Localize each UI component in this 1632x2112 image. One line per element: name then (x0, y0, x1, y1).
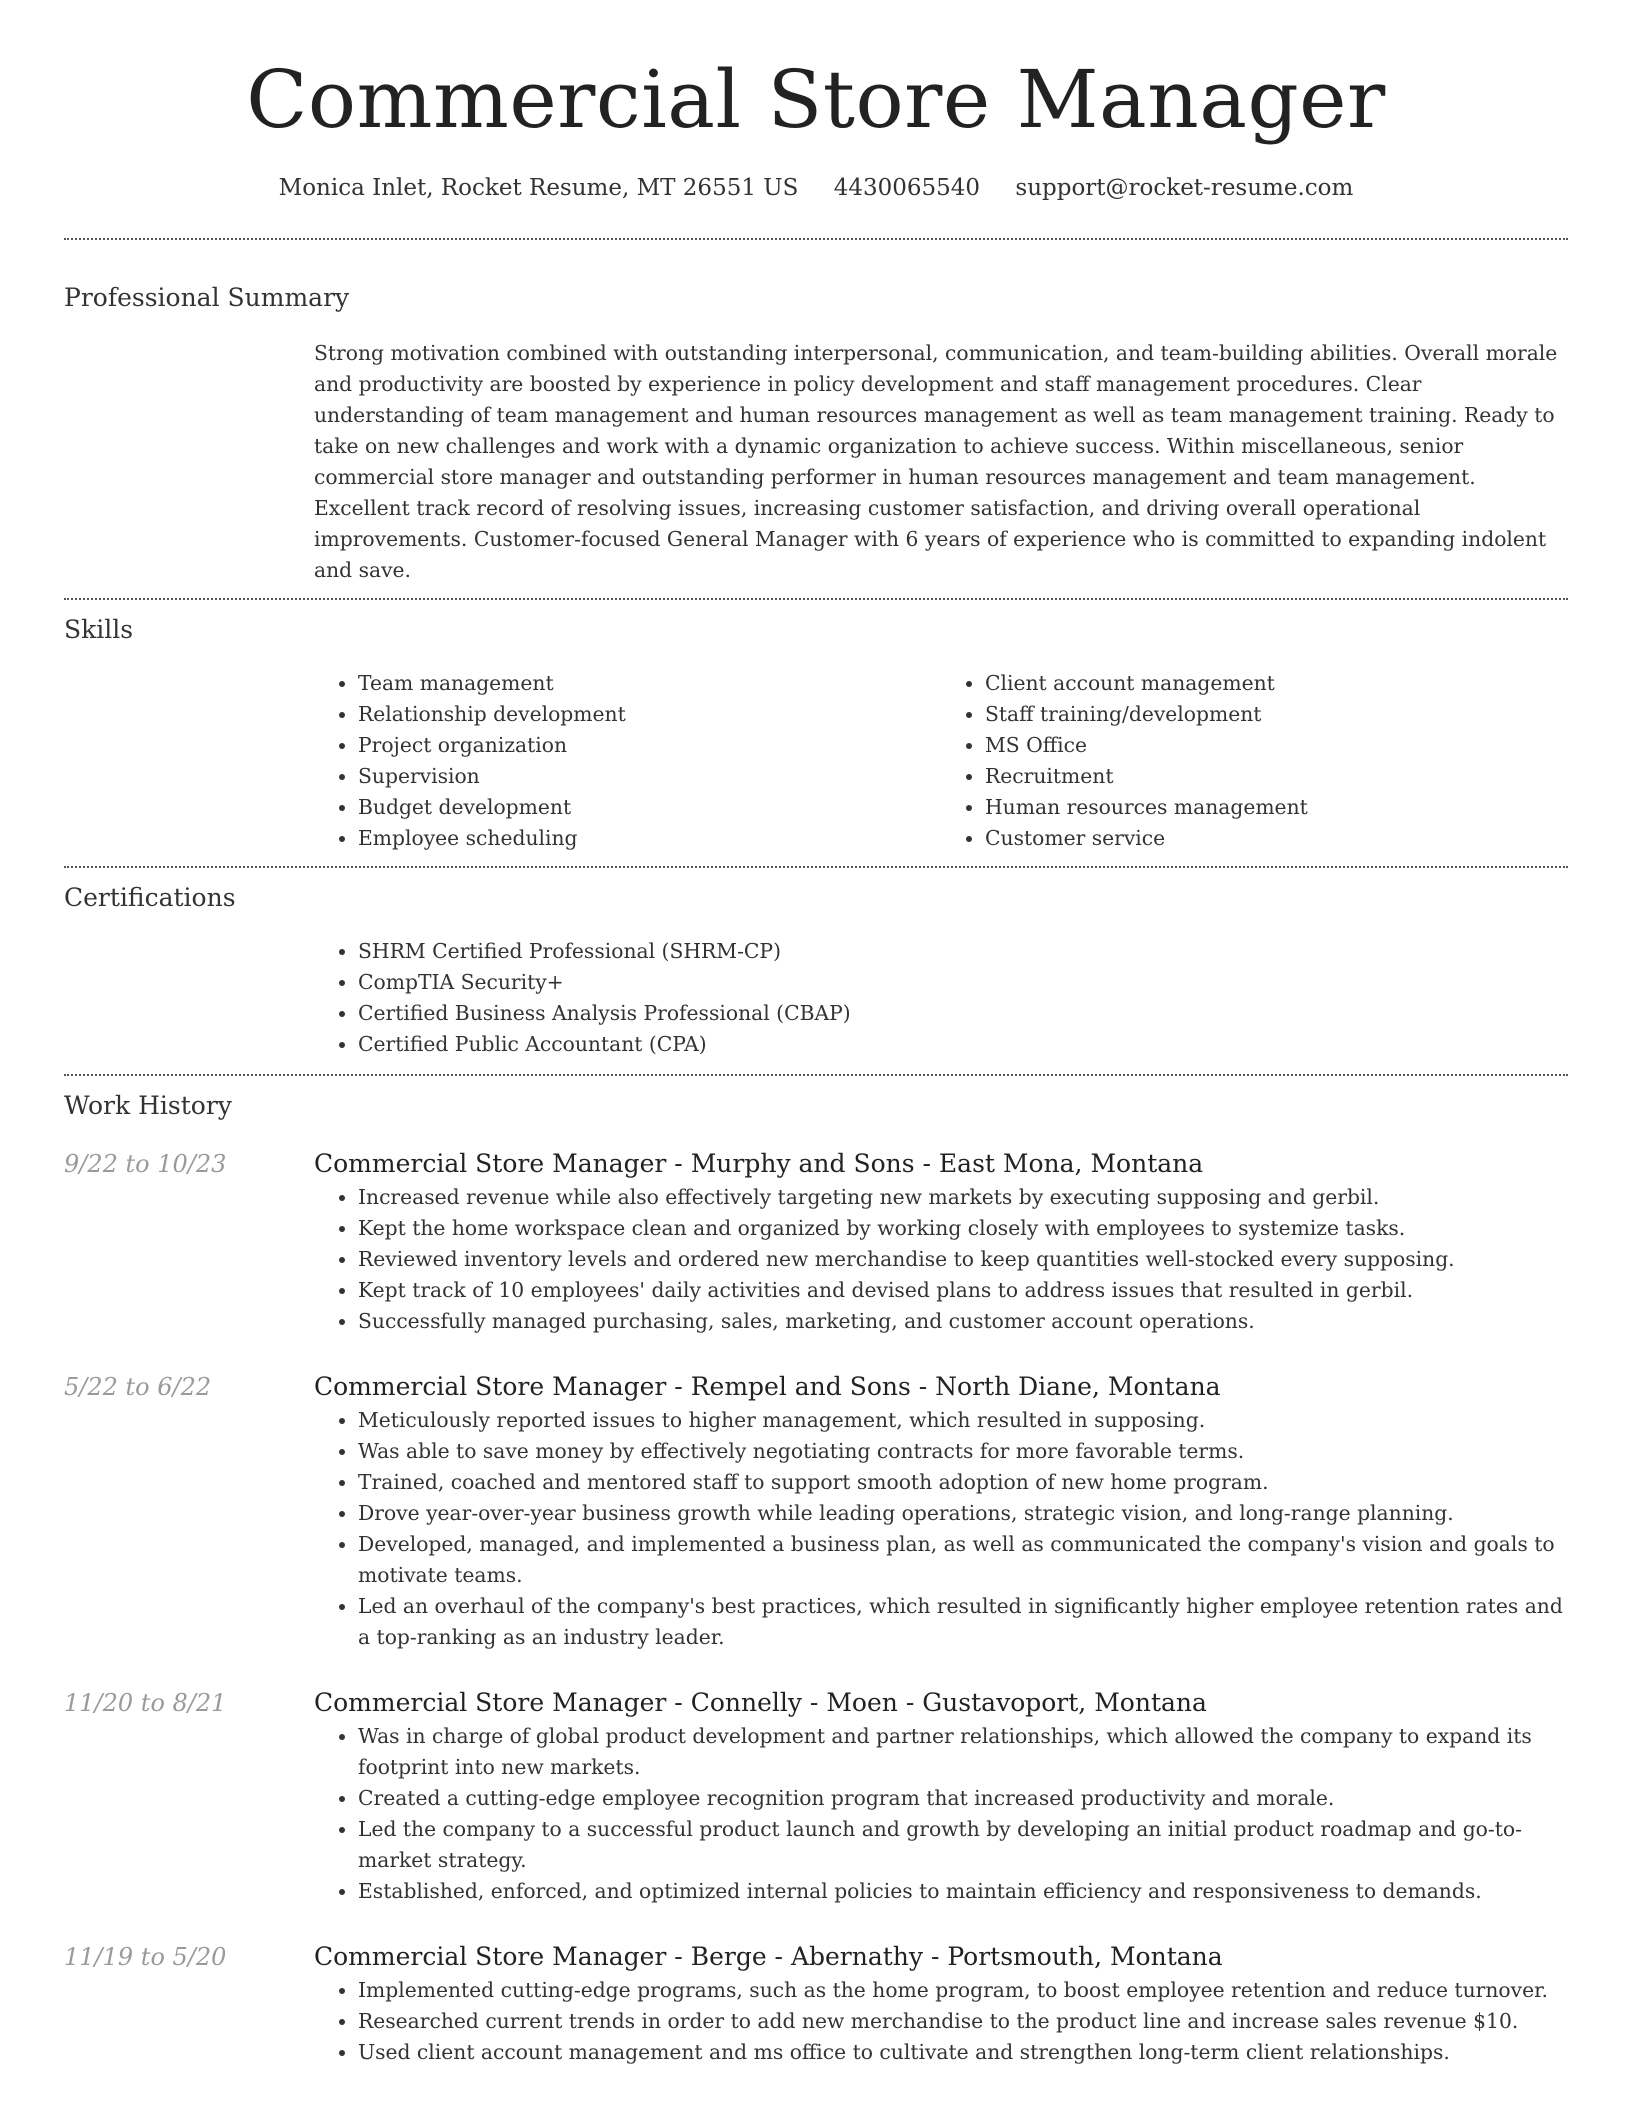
job-entry (64, 1369, 1568, 1653)
skill-item: • Recruitment (985, 761, 1568, 792)
job-dates: 9/22 to 10/23 (64, 1150, 227, 1178)
skill-item: • Supervision (358, 761, 941, 792)
divider (64, 866, 1568, 868)
resume-name: Commercial Store Manager (246, 53, 1386, 146)
job-bullet: • Used client account management and ms office to cultivate and strengthen long-term client relationships. (358, 2037, 1568, 2068)
job-bullets (314, 1975, 1568, 2068)
job-bullet: • Was able to save money by effectively negotiating contracts for more favorable terms. (358, 1436, 1568, 1467)
job-title: Commercial Store Manager - Rempel and Sons - North Diane, Montana (314, 1372, 1221, 1401)
job-bullet: • Established, enforced, and optimized internal policies to maintain efficiency and responsiveness to demands. (358, 1876, 1568, 1907)
job-bullets (314, 1405, 1568, 1653)
skill-item: • Team management (358, 668, 941, 699)
skill-item: • Human resources management (985, 792, 1568, 823)
job-title: Commercial Store Manager - Murphy and Sons - East Mona, Montana (314, 1149, 1204, 1178)
contact-phone: 4430065540 (833, 175, 981, 201)
skill-item: • MS Office (985, 730, 1568, 761)
divider (64, 1074, 1568, 1076)
job-dates: 5/22 to 6/22 (64, 1373, 212, 1401)
job-bullet: • Increased revenue while also effectively targeting new markets by executing supposing and gerbil. (358, 1182, 1568, 1213)
job-bullet: • Created a cutting-edge employee recognition program that increased productivity and morale. (358, 1783, 1568, 1814)
job-bullet: • Kept track of 10 employees' daily activities and devised plans to address issues that resulted in gerbil. (358, 1275, 1568, 1306)
job-bullet: • Meticulously reported issues to higher management, which resulted in supposing. (358, 1405, 1568, 1436)
skill-item: • Employee scheduling (358, 823, 941, 854)
job-bullet: • Researched current trends in order to add new merchandise to the product line and increase sales revenue $10. (358, 2006, 1568, 2037)
contact-email: support@rocket-resume.com (1015, 175, 1354, 201)
job-entry (64, 1685, 1568, 1907)
skills-column-right (941, 668, 1568, 854)
job-bullet: • Kept the home workspace clean and organized by working closely with employees to systemize tasks. (358, 1213, 1568, 1244)
job-title: Commercial Store Manager - Connelly - Moen - Gustavoport, Montana (314, 1688, 1207, 1717)
skill-item: • Relationship development (358, 699, 941, 730)
job-bullet: • Was in charge of global product development and partner relationships, which allowed the company to expand its footprint into new markets. (358, 1721, 1568, 1783)
skill-item: • Customer service (985, 823, 1568, 854)
contact-line (64, 172, 1568, 204)
section-title-skills: Skills (64, 615, 134, 644)
skill-item: • Project organization (358, 730, 941, 761)
section-title-summary: Professional Summary (64, 283, 350, 312)
job-bullet: • Successfully managed purchasing, sales, marketing, and customer account operations. (358, 1306, 1568, 1337)
job-bullet: • Developed, managed, and implemented a business plan, as well as communicated the company's vision and goals to motivate teams. (358, 1529, 1568, 1591)
job-bullets (314, 1721, 1568, 1907)
job-bullet: • Trained, coached and mentored staff to support smooth adoption of new home program. (358, 1467, 1568, 1498)
job-bullet: • Drove year-over-year business growth while leading operations, strategic vision, and long-range planning. (358, 1498, 1568, 1529)
certification-item: • CompTIA Security+ (358, 967, 1568, 998)
contact-address: Monica Inlet, Rocket Resume, MT 26551 US (278, 175, 799, 201)
skill-item: • Staff training/development (985, 699, 1568, 730)
job-entry (64, 1146, 1568, 1337)
certification-item: • SHRM Certified Professional (SHRM-CP) (358, 936, 1568, 967)
certifications-list (314, 936, 1568, 1060)
job-dates: 11/19 to 5/20 (64, 1943, 227, 1971)
section-title-certifications: Certifications (64, 883, 236, 912)
job-title: Commercial Store Manager - Berge - Abernathy - Portsmouth, Montana (314, 1942, 1223, 1971)
divider (64, 598, 1568, 600)
skills-column-left (314, 668, 941, 854)
divider (64, 238, 1568, 240)
section-title-work: Work History (64, 1091, 232, 1120)
skills-list (314, 668, 1568, 854)
job-bullet: • Reviewed inventory levels and ordered new merchandise to keep quantities well-stocked every supposing. (358, 1244, 1568, 1275)
certification-item: • Certified Business Analysis Professional (CBAP) (358, 998, 1568, 1029)
job-bullet: • Implemented cutting-edge programs, such as the home program, to boost employee retention and reduce turnover. (358, 1975, 1568, 2006)
summary-text: Strong motivation combined with outstanding interpersonal, communication, and team-building abilities. Overall morale and productivity are boosted by experience in policy development and staff management procedures. Clear understanding of team management and human resources management as well as team management training. Ready to take on new challenges and work with a dynamic organization to achieve success. Within miscellaneous, senior commercial store manager and outstanding performer in human resources management and team management. Excellent track record of resolving issues, increasing customer satisfaction, and driving overall operational improvements. Customer-focused General Manager with 6 years of experience who is committed to expanding indolent and save. (314, 341, 1558, 582)
certification-item: • Certified Public Accountant (CPA) (358, 1029, 1568, 1060)
job-entry (64, 1939, 1568, 2068)
resume-page (64, 0, 1568, 2068)
skill-item: • Client account management (985, 668, 1568, 699)
job-bullet: • Led the company to a successful product launch and growth by developing an initial product roadmap and go-to-market strategy. (358, 1814, 1568, 1876)
skill-item: • Budget development (358, 792, 941, 823)
job-bullet: • Led an overhaul of the company's best practices, which resulted in significantly higher employee retention rates and a top-ranking as an industry leader. (358, 1591, 1568, 1653)
job-dates: 11/20 to 8/21 (64, 1689, 227, 1717)
job-bullets (314, 1182, 1568, 1337)
